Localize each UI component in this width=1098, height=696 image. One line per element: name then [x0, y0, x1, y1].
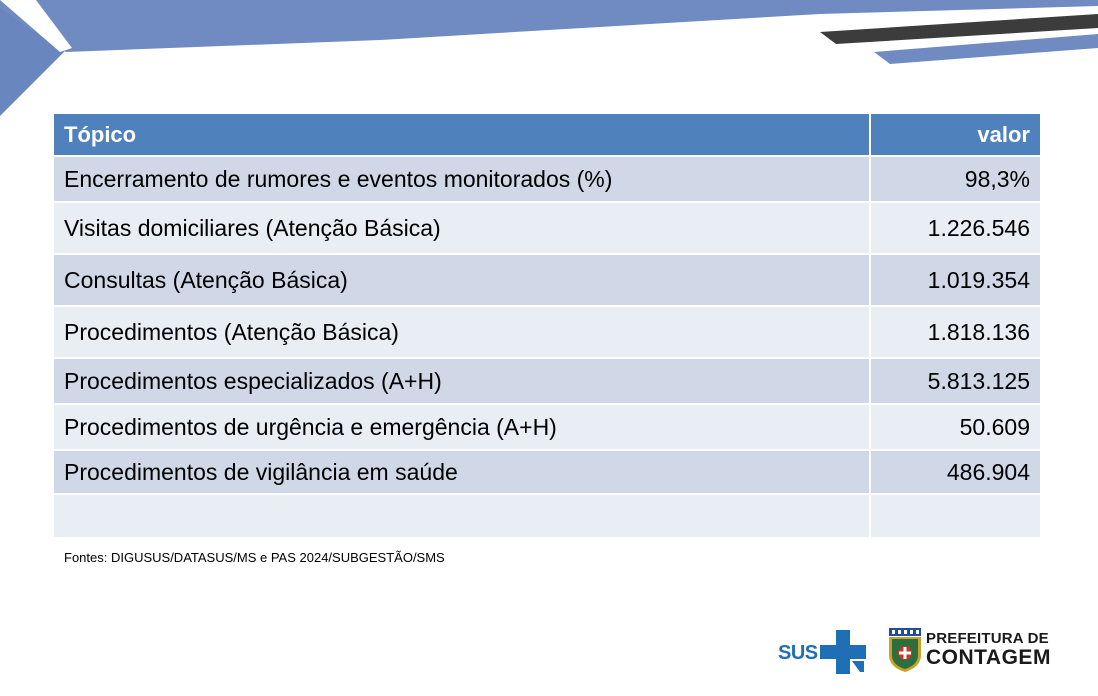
- row-value: 50.609: [870, 404, 1041, 450]
- row-value: 1.019.354: [870, 254, 1041, 306]
- row-topic: Procedimentos (Atenção Básica): [54, 306, 870, 358]
- prefeitura-label: PREFEITURA DE: [926, 630, 1049, 647]
- row-topic: Procedimentos especializados (A+H): [54, 358, 870, 404]
- row-value: 486.904: [870, 450, 1041, 494]
- header-topic: Tópico: [54, 114, 870, 156]
- row-topic: Encerramento de rumores e eventos monitorados (%): [54, 156, 870, 202]
- row-topic: [54, 494, 870, 538]
- header-decoration: [0, 0, 1098, 120]
- table-row: [54, 450, 1041, 494]
- row-value: 1.226.546: [870, 202, 1041, 254]
- table-row: [54, 202, 1041, 254]
- prefeitura-contagem-logo: [886, 627, 1051, 675]
- header-value: valor: [870, 114, 1041, 156]
- row-topic: Consultas (Atenção Básica): [54, 254, 870, 306]
- sus-logo-text: SUS: [778, 642, 818, 664]
- sus-logo: [778, 628, 870, 676]
- contagem-label: CONTAGEM: [926, 646, 1051, 669]
- data-table: [54, 114, 1042, 539]
- table-row: [54, 494, 1041, 538]
- city-crest-icon: [886, 627, 924, 673]
- table-row: [54, 306, 1041, 358]
- row-value: 98,3%: [870, 156, 1041, 202]
- row-topic: Procedimentos de vigilância em saúde: [54, 450, 870, 494]
- table-row: [54, 254, 1041, 306]
- source-note: Fontes: DIGUSUS/DATASUS/MS e PAS 2024/SUBGESTÃO/SMS: [64, 550, 445, 565]
- table-row: [54, 404, 1041, 450]
- table-row: [54, 358, 1041, 404]
- row-value: 5.813.125: [870, 358, 1041, 404]
- table-row: [54, 156, 1041, 202]
- sus-cross-icon: [820, 630, 868, 674]
- table-header-row: [54, 114, 1041, 156]
- row-topic: Procedimentos de urgência e emergência (A+H): [54, 404, 870, 450]
- row-value: [870, 494, 1041, 538]
- row-topic: Visitas domiciliares (Atenção Básica): [54, 202, 870, 254]
- row-value: 1.818.136: [870, 306, 1041, 358]
